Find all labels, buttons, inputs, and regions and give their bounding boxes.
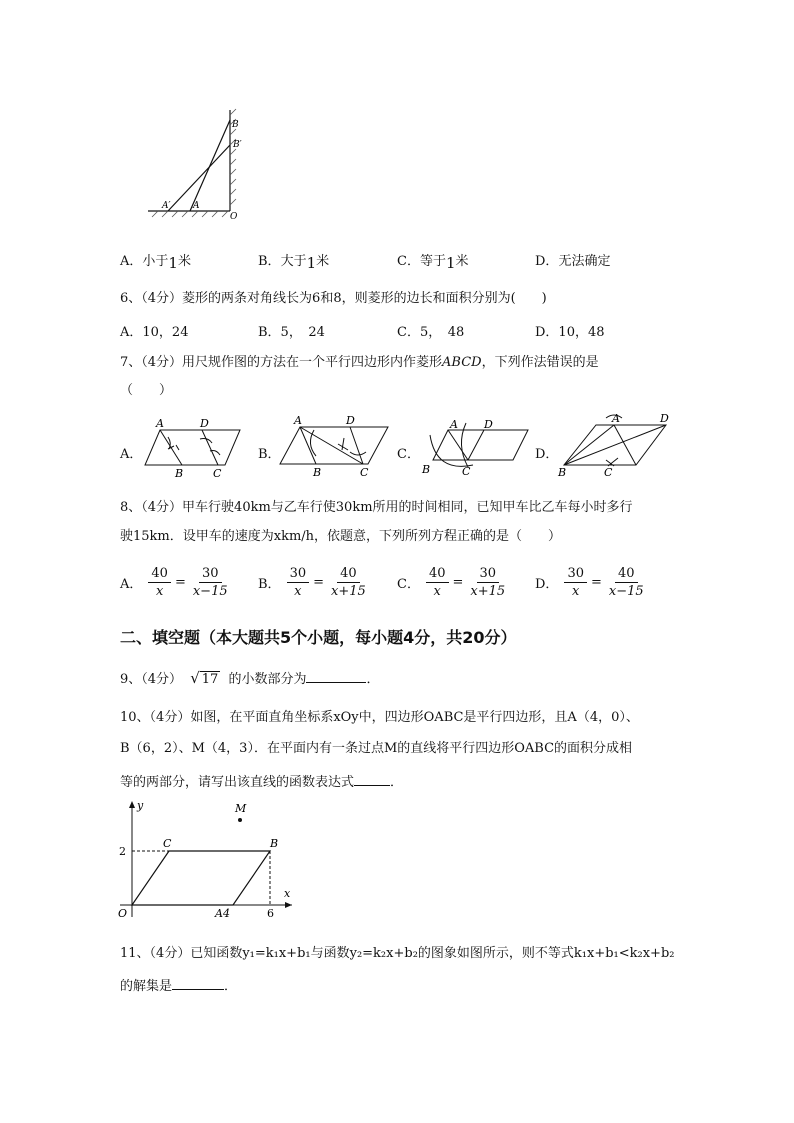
fraction-left bbox=[287, 565, 310, 600]
tick-2: 2 bbox=[119, 845, 126, 858]
label-C: C bbox=[213, 467, 222, 480]
label-O: O bbox=[230, 212, 238, 220]
denominator: x−15 bbox=[192, 584, 228, 599]
q6-option-a: A．10，24 bbox=[120, 325, 189, 340]
label-A: A bbox=[156, 417, 164, 430]
q9-text: 的小数部分为 bbox=[228, 672, 307, 687]
option-letter: C． bbox=[397, 254, 420, 269]
q7-paren: （ ） bbox=[120, 383, 173, 398]
option-letter: D． bbox=[535, 577, 559, 592]
label-M: M bbox=[235, 802, 247, 815]
q8-line1: 8、（4分）甲车行驶40km与乙车行使30km所用的时间相同，已知甲车比乙车每小时多行 bbox=[120, 500, 633, 515]
answer-blank bbox=[306, 668, 366, 683]
q10-line1: 10、（4分）如图，在平面直角坐标系xOy中，四边形OABC是平行四边形，且A（4，0）、 bbox=[120, 710, 639, 725]
q10-end: ． bbox=[390, 775, 404, 790]
label-C: C bbox=[360, 466, 369, 479]
label-A: A bbox=[450, 418, 458, 431]
axis-label-x: x bbox=[284, 887, 291, 900]
equals-sign: = bbox=[590, 575, 602, 590]
label-B: B bbox=[270, 837, 279, 850]
q10-line2: B（6，2）、M（4，3）．在平面内有一条过点M的直线将平行四边形OABC的面积分成相 bbox=[120, 741, 633, 756]
label-C: C bbox=[462, 465, 471, 478]
denominator: x+15 bbox=[331, 584, 366, 599]
q6-stem: 6、（4分）菱形的两条对角线长为6和8，则菱形的边长和面积分别为( ) bbox=[120, 291, 547, 306]
numerator: 30 bbox=[477, 565, 500, 583]
label-D: D bbox=[200, 417, 209, 430]
q10-line3 bbox=[120, 771, 403, 793]
q7-stem bbox=[120, 353, 599, 373]
label-D: D bbox=[660, 412, 669, 425]
label-A: A bbox=[612, 412, 620, 425]
label-A: A bbox=[193, 201, 200, 211]
option-num: 1 bbox=[168, 254, 178, 272]
fraction-left bbox=[426, 565, 449, 600]
equals-sign: = bbox=[452, 575, 464, 590]
option-letter: A． bbox=[120, 254, 143, 269]
radicand: 17 bbox=[201, 672, 219, 687]
equals-sign: = bbox=[174, 575, 186, 590]
denominator: x−15 bbox=[608, 584, 644, 599]
option-letter: B． bbox=[258, 254, 281, 269]
label-B: B bbox=[422, 463, 431, 476]
q9-prefix: 9、（4分） bbox=[120, 672, 183, 687]
q5-option-d bbox=[535, 250, 610, 269]
fraction-right bbox=[467, 565, 508, 600]
q7-variable: ABCD bbox=[442, 355, 482, 370]
numerator: 40 bbox=[615, 565, 638, 583]
numerator: 40 bbox=[337, 565, 360, 583]
option-unit: 米 bbox=[177, 254, 191, 269]
q9-end: ． bbox=[366, 672, 380, 687]
q10-line3-text: 等的两部分，请写出该直线的函数表达式 bbox=[120, 775, 355, 790]
q7-option-d: D． bbox=[535, 447, 559, 462]
label-C: C bbox=[163, 837, 172, 850]
q5-option-c bbox=[397, 250, 469, 272]
equals-sign: = bbox=[313, 575, 325, 590]
denominator: x bbox=[572, 584, 580, 599]
fraction-left bbox=[148, 565, 171, 600]
option-num: 1 bbox=[306, 254, 317, 272]
q8-option-c bbox=[397, 565, 508, 600]
q8-line2: 驶15km．设甲车的速度为xkm/h，依题意，下列所列方程正确的是（ ） bbox=[120, 529, 562, 544]
fraction-right bbox=[606, 565, 647, 600]
denominator: x bbox=[155, 584, 164, 599]
q7-figure-c bbox=[418, 415, 533, 480]
option-text: 无法确定 bbox=[558, 254, 611, 269]
answer-blank bbox=[172, 975, 224, 990]
option-text: 小于 bbox=[142, 254, 169, 269]
option-text: 大于 bbox=[280, 254, 307, 269]
label-A: A bbox=[294, 414, 302, 427]
q7-option-c: C． bbox=[397, 447, 420, 462]
q7-figure-d bbox=[556, 410, 681, 480]
option-letter: A． bbox=[120, 577, 143, 592]
q11-line2 bbox=[120, 975, 237, 997]
label-C: C bbox=[604, 466, 613, 479]
label-D: D bbox=[484, 418, 493, 431]
label-B: B bbox=[558, 466, 567, 479]
q8-option-a bbox=[120, 565, 231, 600]
label-B: B bbox=[232, 120, 239, 130]
q8-option-d bbox=[535, 565, 647, 600]
ladder-figure bbox=[140, 105, 250, 220]
label-D: D bbox=[346, 414, 355, 427]
option-num: 1 bbox=[445, 254, 456, 272]
numerator: 30 bbox=[199, 565, 222, 583]
q7-figure-a bbox=[140, 415, 250, 480]
q7-stem-text: 7、（4分）用尺规作图的方法在一个平行四边形内作菱形 bbox=[120, 355, 443, 370]
numerator: 30 bbox=[287, 565, 310, 583]
q6-option-c: C．5， 48 bbox=[397, 325, 465, 340]
numerator: 30 bbox=[564, 565, 587, 583]
q9-stem bbox=[120, 668, 379, 690]
axis-label-y: y bbox=[137, 799, 144, 812]
label-B-prime: B′ bbox=[233, 140, 242, 150]
option-letter: B． bbox=[258, 577, 281, 592]
q7-option-a: A． bbox=[120, 447, 143, 462]
numerator: 40 bbox=[148, 565, 171, 583]
q6-option-d: D．10，48 bbox=[535, 325, 605, 340]
q7-stem-tail: ，下列作法错误的是 bbox=[481, 355, 599, 370]
tick-6: 6 bbox=[267, 907, 274, 920]
q11-line1: 11、（4分）已知函数y₁=k₁x+b₁与函数y₂=k₂x+b₂的图象如图所示，则不等式k₁x+b₁<k₂x+b₂ bbox=[120, 946, 675, 961]
option-unit: 米 bbox=[316, 254, 330, 269]
q7-figure-b bbox=[278, 412, 393, 480]
denominator: x bbox=[433, 584, 441, 599]
q6-option-b: B．5， 24 bbox=[258, 325, 325, 340]
q8-option-b bbox=[258, 565, 369, 600]
option-unit: 米 bbox=[455, 254, 469, 269]
q7-option-b: B． bbox=[258, 447, 281, 462]
label-B: B bbox=[175, 467, 184, 480]
fraction-left bbox=[564, 565, 587, 600]
answer-blank bbox=[354, 771, 390, 786]
section-heading: 二、填空题（本大题共5个小题，每小题4分，共20分） bbox=[120, 628, 517, 647]
denominator: x+15 bbox=[470, 584, 506, 599]
option-letter: C． bbox=[397, 577, 420, 592]
q11-end: ． bbox=[224, 979, 238, 994]
q5-option-b bbox=[258, 250, 330, 272]
label-A4: A4 bbox=[215, 907, 230, 920]
option-text: 等于 bbox=[419, 254, 446, 269]
coordinate-figure bbox=[112, 797, 302, 922]
numerator: 40 bbox=[426, 565, 449, 583]
fraction-right bbox=[190, 565, 231, 600]
q5-option-a bbox=[120, 250, 191, 272]
label-B: B bbox=[313, 466, 322, 479]
label-O: O bbox=[118, 907, 128, 920]
fraction-right bbox=[328, 565, 369, 600]
denominator: x bbox=[294, 584, 302, 599]
option-letter: D． bbox=[535, 254, 559, 269]
sqrt-expression: √ 17 bbox=[190, 669, 219, 687]
q11-line2-text: 的解集是 bbox=[120, 979, 173, 994]
label-A-prime: A′ bbox=[162, 201, 171, 211]
